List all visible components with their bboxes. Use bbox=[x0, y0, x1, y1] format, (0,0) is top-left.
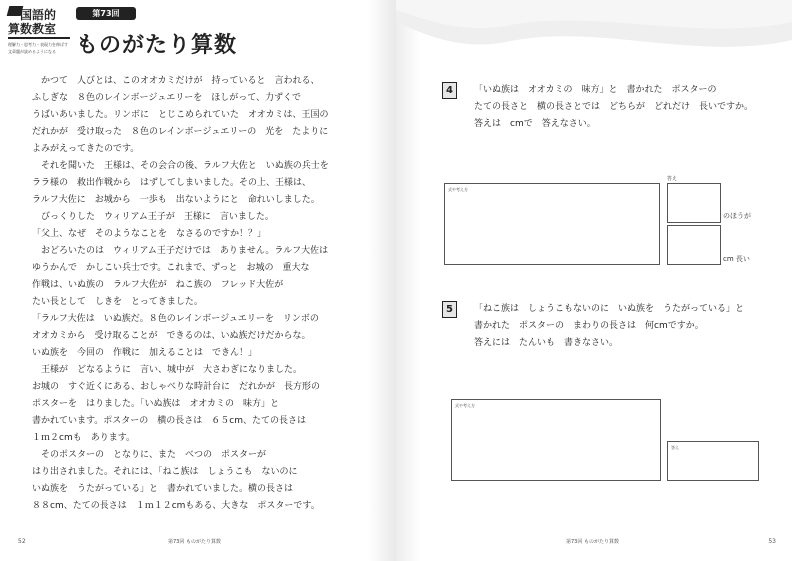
q5-work-box[interactable] bbox=[451, 399, 661, 481]
story-line: ふしぎな ８色のレインボージュエリーを ほしがって、力ずくで bbox=[32, 93, 302, 103]
story-line: 作戦は、いぬ族の ラルフ大佐が ねこ族の フレッド大佐が bbox=[32, 280, 284, 290]
question-number-4: 4 bbox=[442, 82, 457, 99]
q4-work-box[interactable] bbox=[444, 183, 660, 265]
logo-line1: 国語的 bbox=[20, 8, 57, 22]
story-line: そのポスターの となりに、また べつの ポスターが bbox=[32, 450, 267, 460]
right-page bbox=[396, 0, 792, 561]
question-4-text bbox=[474, 82, 792, 133]
story-line: びっくりした ウィリアム王子が 王様に 言いました。 bbox=[32, 212, 274, 222]
q4-answer-length-box[interactable] bbox=[667, 225, 721, 265]
question-line: 「ねこ族は しょうこもないのに いぬ族を うたがっている」と bbox=[474, 304, 745, 314]
story-line: うばいあいました。リンボに とじこめられていた オオカミは、王国の bbox=[32, 110, 329, 120]
story-line: だれかが 受け取った ８色のレインボージュエリーの 光を たよりに bbox=[32, 127, 329, 137]
story-line: 書かれています。ポスターの 横の長さは ６５cm、たての長さは bbox=[32, 416, 306, 426]
story-line: 「ラルフ大佐は いぬ族だ。８色のレインボージュエリーを リンボの bbox=[32, 314, 319, 324]
page-number-right: 53 bbox=[768, 538, 776, 545]
story-line: いぬ族を うたがっている」と 書かれていました。横の長さは bbox=[32, 484, 294, 494]
lesson-badge: 第73回 bbox=[76, 7, 136, 20]
question-5-text bbox=[474, 301, 792, 352]
answer-box-label: 答え bbox=[671, 445, 679, 450]
story-line: ８８cm、たての長さは １ｍ１２cmもある、大きな ポスターです。 bbox=[32, 501, 320, 511]
work-box-label: 式や考え方 bbox=[455, 403, 475, 408]
story-text bbox=[32, 73, 362, 515]
question-line: 答えは cmで 答えなさい。 bbox=[474, 119, 596, 129]
logo-subtitle-1: 理解力・思考力・表現力を伸ばす bbox=[8, 42, 68, 47]
q4-unit-which: のほうが bbox=[723, 212, 751, 220]
question-line: 書かれた ポスターの まわりの長さは 何cmですか。 bbox=[474, 321, 704, 331]
question-line: 「いぬ族は オオカミの 味方」と 書かれた ポスターの bbox=[474, 85, 717, 95]
story-line: ゆうかんで かしこい兵士です。これまで、ずっと お城の 重大な bbox=[32, 263, 310, 273]
story-line: ラルフ大佐に お城から 一歩も 出ないようにと 命れいしました。 bbox=[32, 195, 320, 205]
story-line: いぬ族を 今回の 作戦に 加えることは できん！」 bbox=[32, 348, 258, 358]
logo-line2: 算数教室 bbox=[8, 22, 57, 36]
story-line: １ｍ２cmも あります。 bbox=[32, 433, 135, 443]
story-line: 王様が どなるように 言い、城中が 大さわぎになりました。 bbox=[32, 365, 303, 375]
logo-subtitle-2: 文章題が読めるようになる bbox=[8, 49, 56, 54]
q5-answer-box[interactable] bbox=[667, 441, 759, 481]
q4-unit-cm: cm 長い bbox=[723, 255, 750, 263]
story-line: たい長として しきを とってきました。 bbox=[32, 297, 203, 307]
question-number-5: 5 bbox=[442, 301, 457, 318]
decorative-wave bbox=[396, 0, 792, 70]
series-logo bbox=[8, 6, 70, 60]
story-line: お城の すぐ近くにある、おしゃべりな時計台に だれかが 長方形の bbox=[32, 382, 321, 392]
story-line: よみがえってきたのです。 bbox=[32, 144, 140, 154]
story-line: それを聞いた 王様は、その会合の後、ラルフ大佐と いぬ族の兵士を bbox=[32, 161, 329, 171]
story-line: オオカミから 受け取ることが できるのは、いぬ族だけだからな。 bbox=[32, 331, 311, 341]
page-number-left: 52 bbox=[18, 538, 26, 545]
logo-divider bbox=[8, 37, 70, 39]
question-line: 答えには たんいも 書きなさい。 bbox=[474, 338, 619, 348]
question-line: たての長さと 横の長さとでは どちらが どれだけ 長いですか。 bbox=[474, 102, 754, 112]
q4-answer-which-box[interactable] bbox=[667, 183, 721, 223]
story-line: はり出されました。それには、「ねこ族は しょうこも ないのに bbox=[32, 467, 298, 477]
story-line: 「父上、なぜ そのようなことを なさるのですか！？」 bbox=[32, 229, 267, 239]
story-line: かつて 人びとは、このオオカミだけが 持っていると 言われる、 bbox=[32, 76, 320, 86]
footer-left: 第73回 ものがたり算数 bbox=[168, 539, 221, 545]
story-line: おどろいたのは ウィリアム王子だけでは ありません。ラルフ大佐は bbox=[32, 246, 329, 256]
story-line: ララ様の 救出作戦から はずしてしまいました。その上、王様は、 bbox=[32, 178, 312, 188]
story-line: ポスターを はりました。「いぬ族は オオカミの 味方」と bbox=[32, 399, 279, 409]
q4-answer-label: 答え bbox=[667, 176, 678, 182]
footer-right: 第73回 ものがたり算数 bbox=[566, 539, 619, 545]
work-box-label: 式や考え方 bbox=[448, 187, 468, 192]
page-title: ものがたり算数 bbox=[76, 33, 238, 58]
